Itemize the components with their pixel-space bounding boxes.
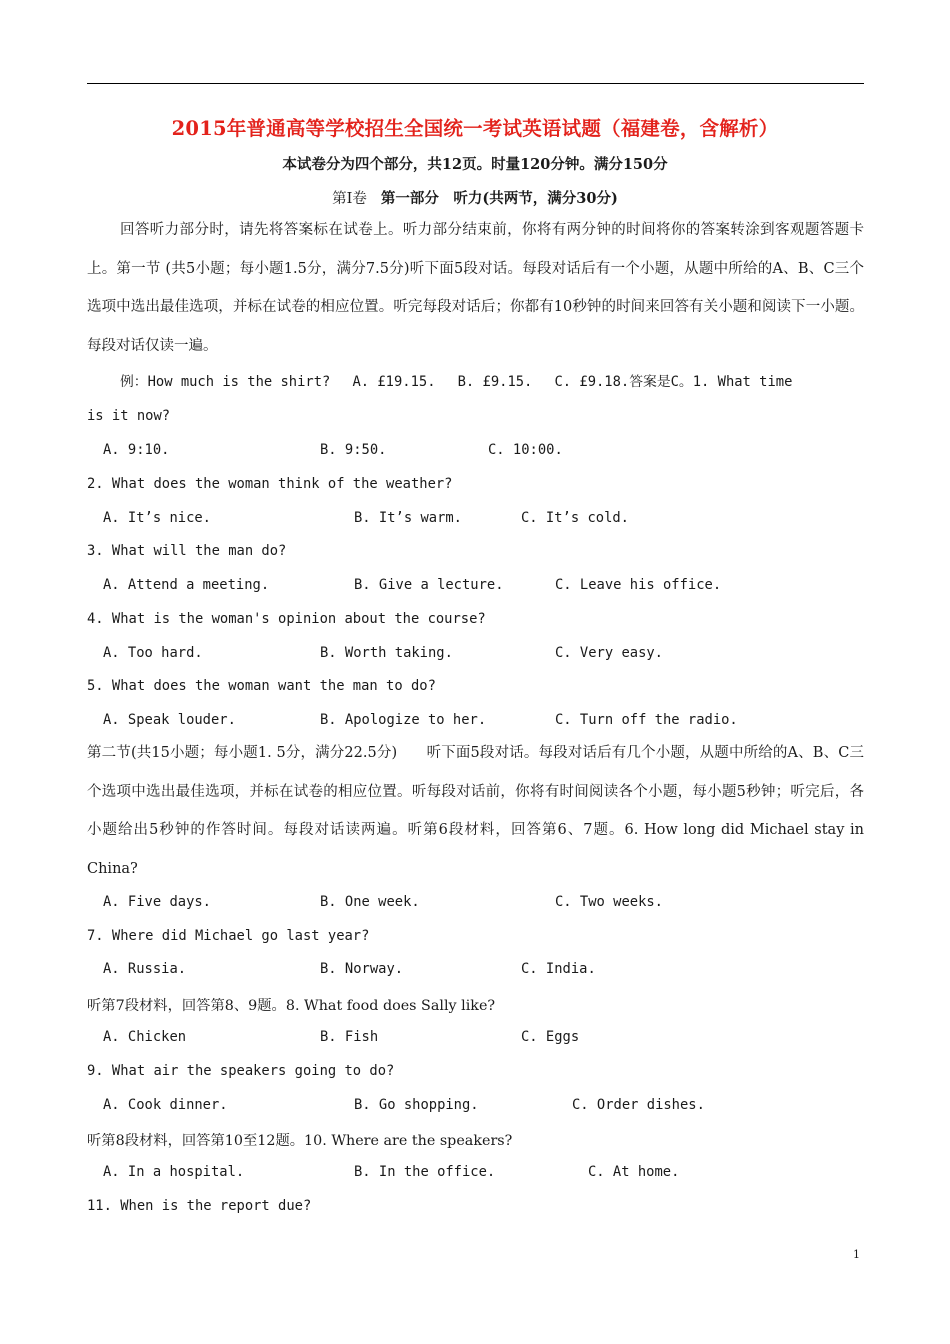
q9-question: 9. What air the speakers going to do? [87, 1063, 395, 1079]
q6-option-b: B. One week. [320, 894, 420, 910]
q7-option-a: A. Russia. [103, 961, 187, 977]
q10-option-c: C. At home. [588, 1164, 680, 1180]
q10-question: 听第8段材料，回答第10至12题。10. Where are the speakers? [87, 1133, 513, 1149]
q9-option-b: B. Go shopping. [354, 1097, 479, 1113]
example-line-cont: is it now? [87, 408, 171, 424]
section-label: 第Ⅰ卷 [332, 191, 367, 207]
q11-question: 11. When is the report due? [87, 1198, 312, 1214]
section2-paragraph: 第二节(共15小题；每小题1. 5分，满分22.5分) 听下面5段对话。每段对话后有几个小题，从题中所给的A、B、C三个选项中选出最佳选项，并标在试卷的相应位置。听每段对话前，你将有时间阅读各个小题，每小题5秒钟；听完后，各小题给出5秒钟的作答时间。每段对话读两遍。听第6段材料，回答第6、7题。6. How long did Michael stay in China? [87, 745, 864, 877]
q5-question: 5. What does the woman want the man to do? [87, 678, 436, 694]
q7-option-b: B. Norway. [320, 961, 404, 977]
section-heading [0, 187, 950, 208]
q2-option-a: A. It’s nice. [103, 510, 211, 526]
q4-question: 4. What is the woman's opinion about the course? [87, 611, 486, 627]
q4-option-c: C. Very easy. [555, 645, 663, 661]
q3-question: 3. What will the man do? [87, 543, 287, 559]
q8-option-c: C. Eggs [521, 1029, 580, 1045]
q9-option-c: C. Order dishes. [572, 1097, 705, 1113]
q8-option-b: B. Fish [320, 1029, 379, 1045]
q6-option-c: C. Two weeks. [555, 894, 663, 910]
q7-question: 7. Where did Michael go last year? [87, 928, 370, 944]
q8-question: 听第7段材料，回答第8、9题。8. What food does Sally like? [87, 998, 496, 1014]
q10-option-b: B. In the office. [354, 1164, 496, 1180]
q3-option-b: B. Give a lecture. [354, 577, 504, 593]
q1-option-c: C. 10:00. [488, 442, 563, 458]
q5-option-b: B. Apologize to her. [320, 712, 487, 728]
example-line: 例：How much is the shirt? A. £19.15. B. £9.15. C. £9.18.答案是C。1. What time [120, 374, 793, 390]
document-subtitle: 本试卷分为四个部分，共12页。时量120分钟。满分150分 [282, 156, 668, 173]
q5-option-a: A. Speak louder. [103, 712, 236, 728]
page-number: 1 [853, 1248, 860, 1261]
q2-question: 2. What does the woman think of the weather? [87, 476, 453, 492]
q9-option-a: A. Cook dinner. [103, 1097, 228, 1113]
q4-option-b: B. Worth taking. [320, 645, 453, 661]
q3-option-a: A. Attend a meeting. [103, 577, 270, 593]
section-title: 第一部分 听力(共两节，满分30分) [380, 190, 618, 207]
q7-option-c: C. India. [521, 961, 596, 977]
document-title: 2015年普通高等学校招生全国统一考试英语试题（福建卷，含解析） [171, 117, 779, 140]
q6-option-a: A. Five days. [103, 894, 211, 910]
q5-option-c: C. Turn off the radio. [555, 712, 738, 728]
intro-paragraph: 回答听力部分时，请先将答案标在试卷上。听力部分结束前，你将有两分钟的时间将你的答案转涂到客观题答题卡上。第一节 (共5小题；每小题1.5分，满分7.5分)听下面5段对话。每段对话后有一个小题，从题中所给的A、B、C三个选项中选出最佳选项，并标在试卷的相应位置。听完每段对话后；你都有10秒钟的时间来回答有关小题和阅读下一小题。每段对话仅读一遍。 [87, 222, 864, 354]
q3-option-c: C. Leave his office. [555, 577, 722, 593]
header-rule [87, 83, 864, 84]
q1-option-a: A. 9:10. [103, 442, 170, 458]
q4-option-a: A. Too hard. [103, 645, 203, 661]
q2-option-b: B. It’s warm. [354, 510, 462, 526]
q10-option-a: A. In a hospital. [103, 1164, 245, 1180]
q2-option-c: C. It’s cold. [521, 510, 629, 526]
q1-option-b: B. 9:50. [320, 442, 387, 458]
q8-option-a: A. Chicken [103, 1029, 187, 1045]
